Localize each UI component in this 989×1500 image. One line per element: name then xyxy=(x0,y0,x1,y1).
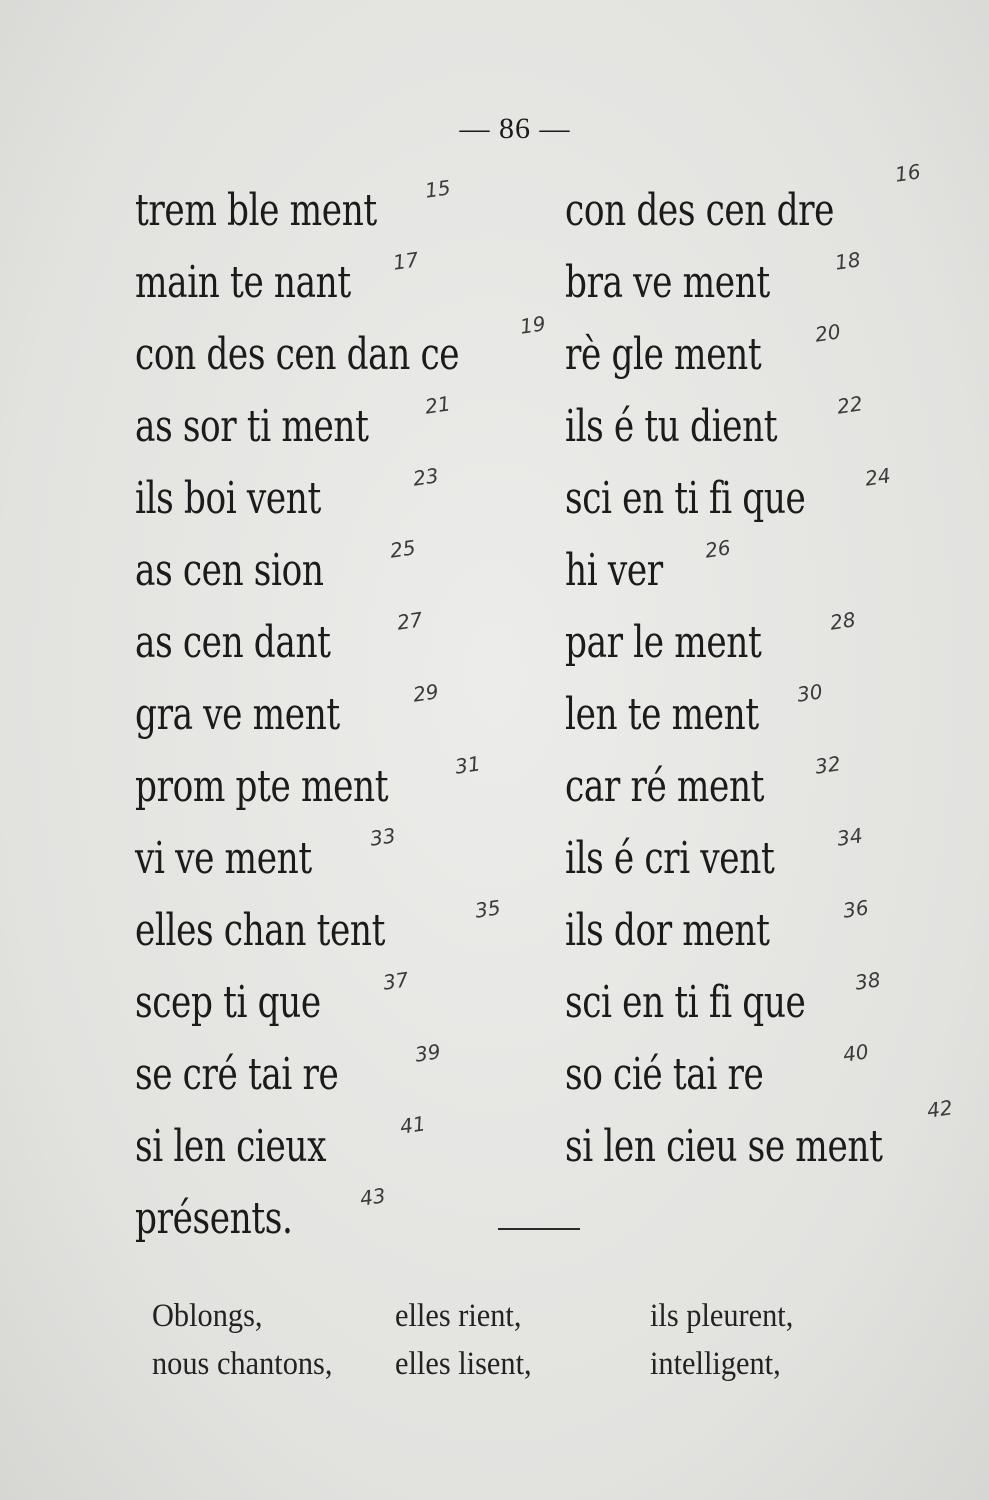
word-row xyxy=(565,679,972,751)
bottom-word: intelligent, xyxy=(650,1346,781,1382)
syllabified-word: main te nant xyxy=(135,257,351,308)
word-row xyxy=(565,159,972,247)
word-row xyxy=(565,823,972,895)
left-word-column xyxy=(135,175,551,1255)
word-row xyxy=(135,1039,551,1111)
word-row xyxy=(135,535,551,607)
word-row xyxy=(135,391,551,463)
syllabified-word: par le ment xyxy=(565,617,762,668)
handwritten-number: 41 xyxy=(398,1111,427,1139)
syllabified-word: con des cen dre xyxy=(565,185,835,236)
word-row xyxy=(135,967,551,1039)
handwritten-number: 32 xyxy=(813,751,842,779)
section-divider xyxy=(498,1228,580,1230)
word-row xyxy=(135,1183,551,1255)
syllabified-word: vi ve ment xyxy=(135,833,312,884)
word-row xyxy=(135,751,551,823)
bottom-word: elles rient, xyxy=(395,1298,522,1334)
word-row xyxy=(565,1039,972,1111)
handwritten-number: 43 xyxy=(358,1183,387,1211)
word-row xyxy=(135,895,551,967)
syllabified-word: se cré tai re xyxy=(135,1049,339,1100)
handwritten-number: 39 xyxy=(413,1039,442,1067)
handwritten-number: 34 xyxy=(835,823,864,851)
handwritten-number: 31 xyxy=(453,751,482,779)
bottom-word: nous chantons, xyxy=(152,1346,333,1382)
word-row xyxy=(135,679,551,751)
syllabified-word: présents. xyxy=(135,1193,293,1244)
handwritten-number: 21 xyxy=(423,391,452,419)
handwritten-number: 33 xyxy=(368,823,397,851)
syllabified-word: as cen sion xyxy=(135,545,324,596)
syllabified-word: rè gle ment xyxy=(565,329,762,380)
handwritten-number: 38 xyxy=(853,967,882,995)
handwritten-number: 37 xyxy=(381,967,410,995)
syllabified-word: as sor ti ment xyxy=(135,401,369,452)
handwritten-number: 24 xyxy=(863,463,892,491)
handwritten-number: 35 xyxy=(473,895,502,923)
word-row xyxy=(565,463,972,535)
bottom-word: ils pleurent, xyxy=(650,1298,794,1334)
page-number: — 86 — xyxy=(459,112,571,145)
syllabified-word: si len cieu se ment xyxy=(565,1121,883,1172)
handwritten-number: 17 xyxy=(391,247,420,275)
word-row xyxy=(565,607,972,679)
handwritten-number: 40 xyxy=(841,1039,870,1067)
syllabified-word: con des cen dan ce xyxy=(135,329,460,380)
syllabified-word: len te ment xyxy=(565,689,759,740)
word-row xyxy=(565,751,972,823)
syllabified-word: scep ti que xyxy=(135,977,321,1028)
syllabified-word: sci en ti fi que xyxy=(565,473,806,524)
syllabified-word: si len cieux xyxy=(135,1121,327,1172)
word-row xyxy=(565,1095,972,1183)
handwritten-number: 36 xyxy=(841,895,870,923)
word-row xyxy=(135,823,551,895)
word-row xyxy=(135,1111,551,1183)
word-row xyxy=(135,463,551,535)
syllabified-word: hi ver xyxy=(565,545,663,596)
handwritten-number: 27 xyxy=(395,607,424,635)
syllabified-word: prom pte ment xyxy=(135,761,389,812)
word-row xyxy=(565,319,972,391)
handwritten-number: 25 xyxy=(388,535,417,563)
word-row xyxy=(565,391,972,463)
word-row xyxy=(565,535,972,607)
word-row xyxy=(135,175,551,247)
syllabified-word: as cen dant xyxy=(135,617,331,668)
syllabified-word: ils dor ment xyxy=(565,905,770,956)
handwritten-number: 42 xyxy=(925,1095,954,1123)
handwritten-number: 28 xyxy=(828,607,857,635)
word-row xyxy=(135,247,551,319)
syllabified-word: ils é cri vent xyxy=(565,833,775,884)
handwritten-number: 22 xyxy=(835,391,864,419)
handwritten-number: 18 xyxy=(833,247,862,275)
handwritten-number: 30 xyxy=(795,679,824,707)
word-row xyxy=(135,607,551,679)
handwritten-number: 19 xyxy=(518,311,547,339)
syllabified-word: elles chan tent xyxy=(135,905,386,956)
handwritten-number: 26 xyxy=(703,535,732,563)
right-word-column xyxy=(565,159,972,1183)
syllabified-word: gra ve ment xyxy=(135,689,340,740)
syllabified-word: ils boi vent xyxy=(135,473,321,524)
handwritten-number: 15 xyxy=(423,175,452,203)
bottom-word: Oblongs, xyxy=(152,1298,263,1334)
handwritten-number: 29 xyxy=(411,679,440,707)
syllabified-word: ils é tu dient xyxy=(565,401,778,452)
syllabified-word: bra ve ment xyxy=(565,257,770,308)
word-row xyxy=(135,311,551,391)
word-row xyxy=(565,967,972,1039)
handwritten-number: 16 xyxy=(893,159,922,187)
syllabified-word: trem ble ment xyxy=(135,185,377,236)
syllabified-word: sci en ti fi que xyxy=(565,977,806,1028)
syllabified-word: so cié tai re xyxy=(565,1049,764,1100)
syllabified-word: car ré ment xyxy=(565,761,765,812)
handwritten-number: 20 xyxy=(813,319,842,347)
handwritten-number: 23 xyxy=(411,463,440,491)
word-row xyxy=(565,895,972,967)
word-row xyxy=(565,247,972,319)
bottom-word: elles lisent, xyxy=(395,1346,532,1382)
